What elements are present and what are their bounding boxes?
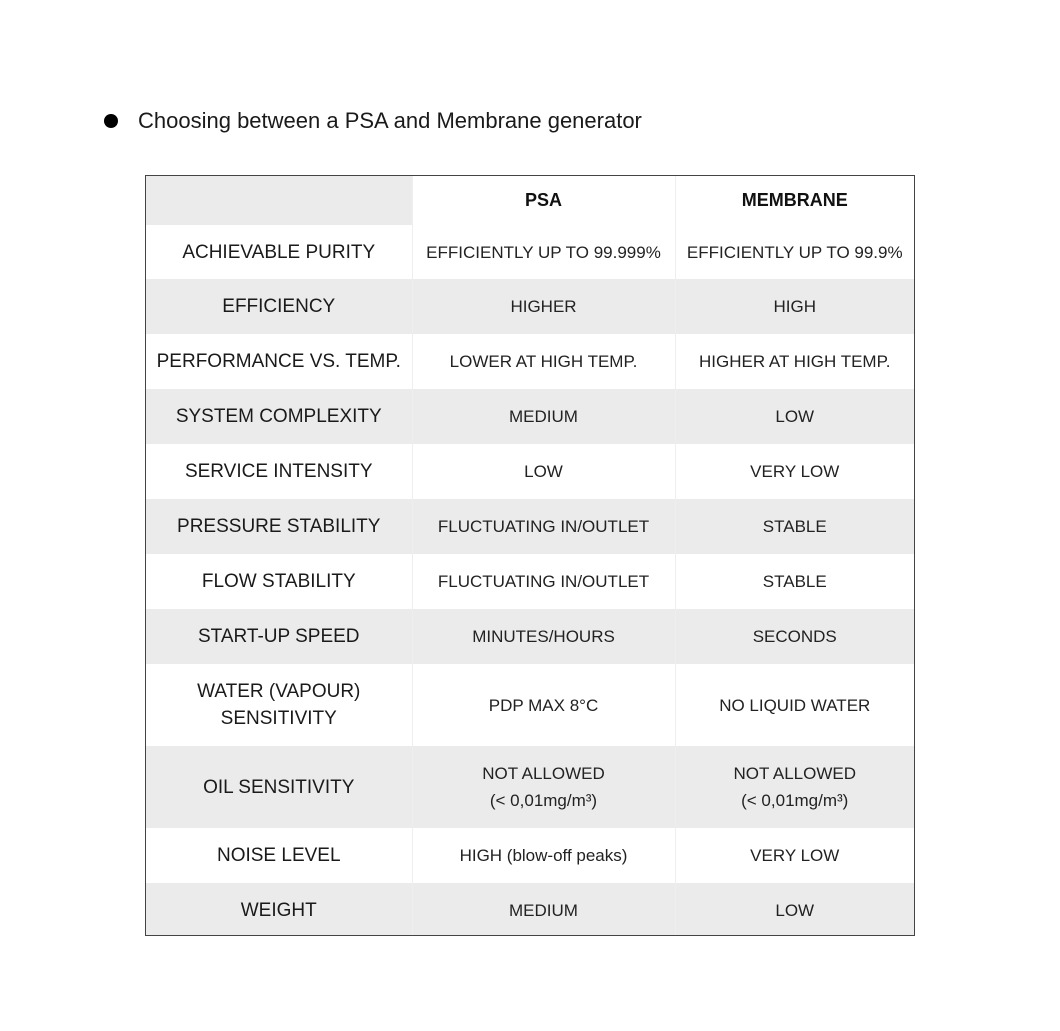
row-label: NOISE LEVEL <box>146 828 412 883</box>
psa-value: MEDIUM <box>412 883 675 936</box>
membrane-value: HIGHER AT HIGH TEMP. <box>675 334 914 389</box>
psa-value: FLUCTUATING IN/OUTLET <box>412 499 675 554</box>
membrane-value: NOT ALLOWED (< 0,01mg/m³) <box>675 746 914 828</box>
row-label: ACHIEVABLE PURITY <box>146 225 412 279</box>
table-row <box>146 664 914 746</box>
row-label: SERVICE INTENSITY <box>146 444 412 499</box>
row-label: FLOW STABILITY <box>146 554 412 609</box>
table-row <box>146 389 914 444</box>
membrane-value: VERY LOW <box>675 828 914 883</box>
row-label: WEIGHT <box>146 883 412 936</box>
table-row <box>146 746 914 828</box>
bullet-icon <box>104 114 118 128</box>
heading-text: Choosing between a PSA and Membrane generator <box>138 108 642 133</box>
row-label: PERFORMANCE VS. TEMP. <box>146 334 412 389</box>
header-membrane: MEMBRANE <box>675 176 914 225</box>
membrane-value: EFFICIENTLY UP TO 99.9% <box>675 225 914 279</box>
psa-value: EFFICIENTLY UP TO 99.999% <box>412 225 675 279</box>
row-label: SYSTEM COMPLEXITY <box>146 389 412 444</box>
header-psa: PSA <box>412 176 675 225</box>
psa-value: FLUCTUATING IN/OUTLET <box>412 554 675 609</box>
comparison-table <box>146 176 914 936</box>
section-heading <box>100 104 642 138</box>
row-label: OIL SENSITIVITY <box>146 746 412 828</box>
psa-value: MINUTES/HOURS <box>412 609 675 664</box>
comparison-table-container <box>145 175 915 936</box>
table-row <box>146 609 914 664</box>
membrane-value: LOW <box>675 883 914 936</box>
table-row <box>146 883 914 936</box>
header-corner-cell <box>146 176 412 225</box>
psa-value: HIGHER <box>412 279 675 334</box>
table-row <box>146 444 914 499</box>
membrane-value: STABLE <box>675 499 914 554</box>
membrane-value: HIGH <box>675 279 914 334</box>
table-row <box>146 828 914 883</box>
membrane-value: VERY LOW <box>675 444 914 499</box>
table-row <box>146 499 914 554</box>
row-label: EFFICIENCY <box>146 279 412 334</box>
table-row <box>146 554 914 609</box>
psa-value: LOW <box>412 444 675 499</box>
psa-value: HIGH (blow-off peaks) <box>412 828 675 883</box>
membrane-value: LOW <box>675 389 914 444</box>
psa-value: MEDIUM <box>412 389 675 444</box>
table-header-row <box>146 176 914 225</box>
membrane-value: SECONDS <box>675 609 914 664</box>
table-row <box>146 225 914 279</box>
psa-value: NOT ALLOWED (< 0,01mg/m³) <box>412 746 675 828</box>
table-row <box>146 334 914 389</box>
psa-value: LOWER AT HIGH TEMP. <box>412 334 675 389</box>
table-row <box>146 279 914 334</box>
psa-value: PDP MAX 8°C <box>412 664 675 746</box>
row-label: WATER (VAPOUR) SENSITIVITY <box>146 664 412 746</box>
membrane-value: NO LIQUID WATER <box>675 664 914 746</box>
row-label: PRESSURE STABILITY <box>146 499 412 554</box>
row-label: START-UP SPEED <box>146 609 412 664</box>
membrane-value: STABLE <box>675 554 914 609</box>
